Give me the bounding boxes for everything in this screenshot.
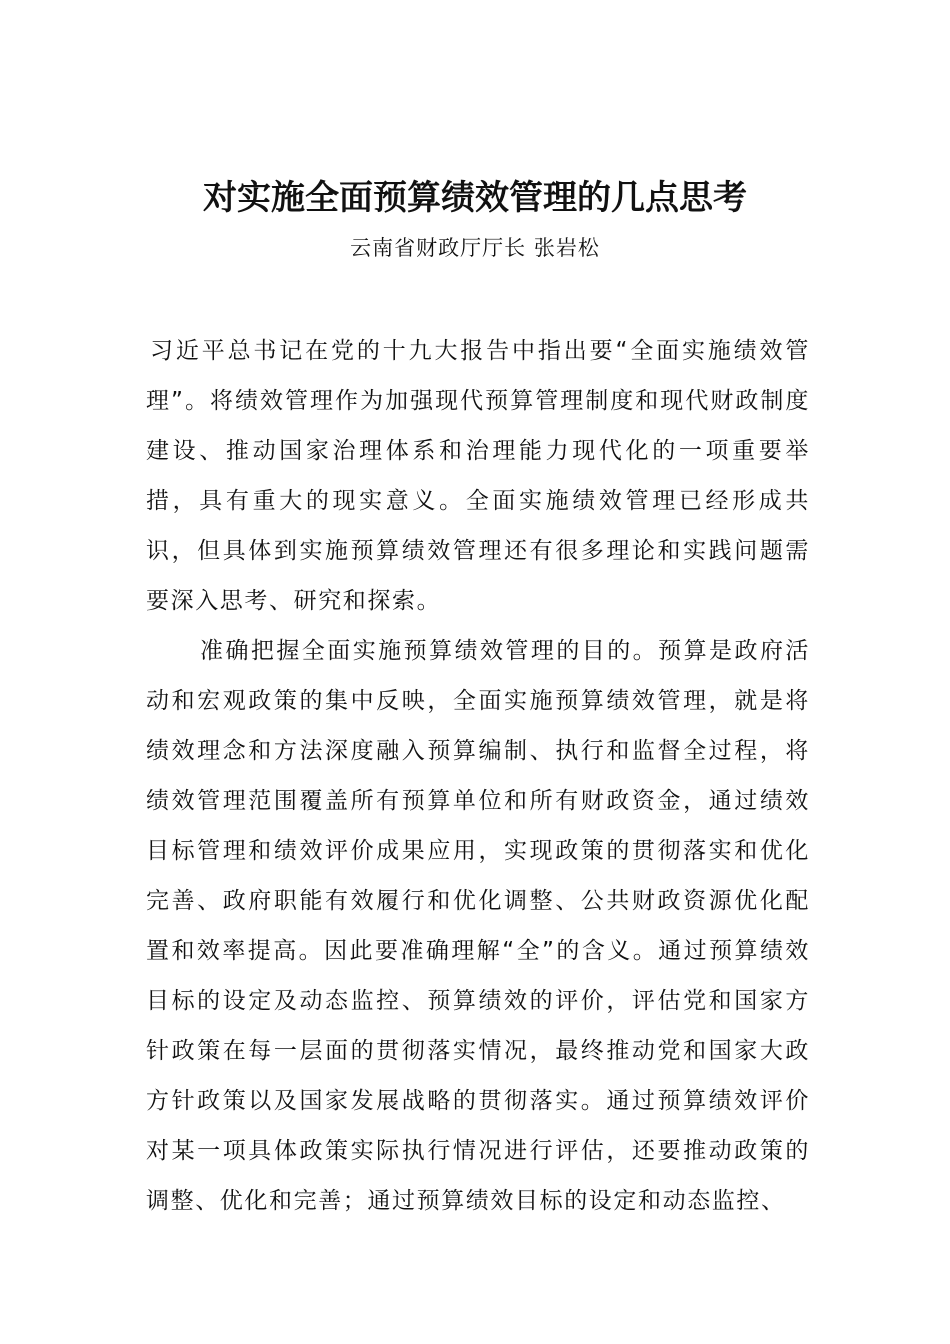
document-title: 对实施全面预算绩效管理的几点思考 [203,178,747,218]
paragraph-intro: 习近平总书记在党的十九大报告中指出要“全面实施绩效管理”。将绩效管理作为加强现代预算管理制度和现代财政制度建设、推动国家治理体系和治理能力现代化的一项重要举措，具有重大的现实意义。全面实施绩效管理已经形成共识，但具体到实施预算绩效管理还有很多理论和实践问题需要深入思考、研究和探索。 [146,338,810,614]
author-byline: 云南省财政厅厅长 张岩松 [350,236,600,260]
document-body [146,326,810,1226]
paragraph-budget-purpose: 准确把握全面实施预算绩效管理的目的。预算是政府活动和宏观政策的集中反映，全面实施预算绩效管理，就是将绩效理念和方法深度融入预算编制、执行和监督全过程，将绩效管理范围覆盖所有预算单位和所有财政资金，通过绩效目标管理和绩效评价成果应用，实现政策的贯彻落实和优化完善、政府职能有效履行和优化调整、公共财政资源优化配置和效率提高。因此要准确理解“全”的含义。通过预算绩效目标的设定及动态监控、预算绩效的评价，评估党和国家方针政策在每一层面的贯彻落实情况，最终推动党和国家大政方针政策以及国家发展战略的贯彻落实。通过预算绩效评价对某一项具体政策实际执行情况进行评估，还要推动政策的调整、优化和完善；通过预算绩效目标的设定和动态监控、 [146,638,810,1214]
